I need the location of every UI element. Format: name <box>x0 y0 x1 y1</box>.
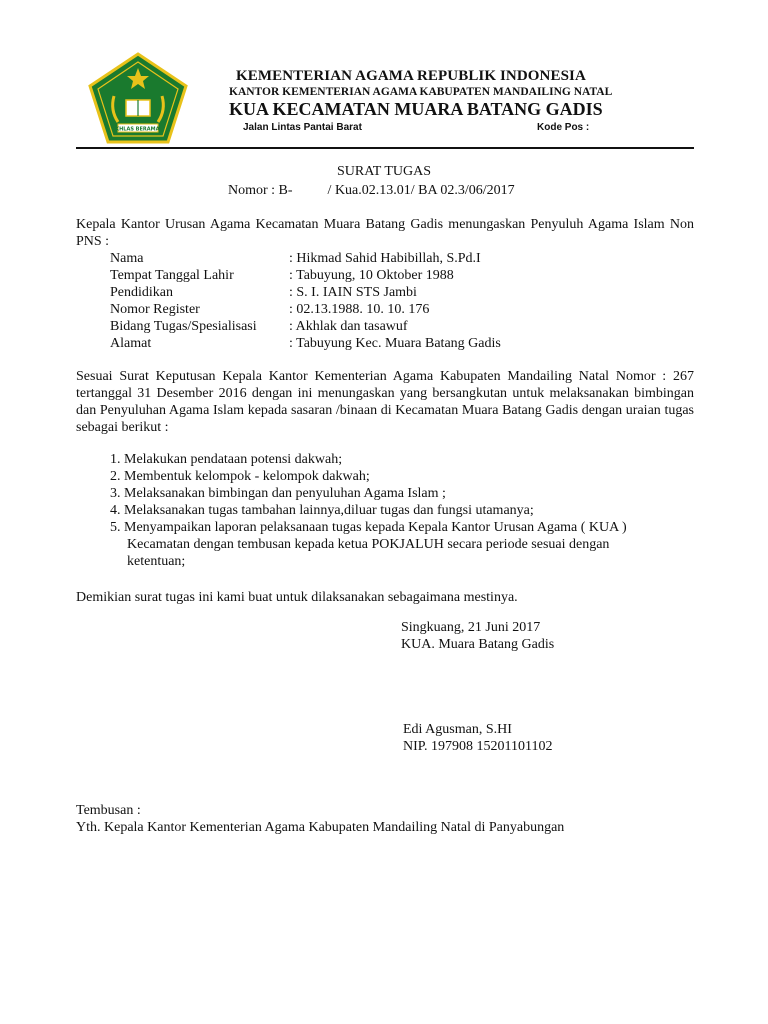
intro-paragraph: Kepala Kantor Urusan Agama Kecamatan Muara Batang Gadis menungaskan Penyuluh Agama Islam Non PNS : <box>76 217 694 249</box>
field-row-nomor-register <box>110 301 501 318</box>
place-date: Singkuang, 21 Juni 2017 <box>401 620 541 635</box>
tembusan-heading: Tembusan : <box>76 803 141 818</box>
assignee-details <box>110 250 501 352</box>
field-value: : Akhlak dan tasawuf <box>289 319 408 334</box>
task-list <box>110 451 694 570</box>
field-row-alamat <box>110 335 501 352</box>
list-item-continuation: ketentuan; <box>127 554 186 569</box>
ministry-name: KEMENTERIAN AGAMA REPUBLIK INDONESIA <box>236 68 586 84</box>
field-label: Nama <box>110 251 144 266</box>
regency-office-name: KANTOR KEMENTERIAN AGAMA KABUPATEN MANDAILING NATAL <box>229 86 613 98</box>
signer-nip: NIP. 197908 15201101102 <box>403 739 553 754</box>
tembusan-recipient: Yth. Kepala Kantor Kementerian Agama Kabupaten Mandailing Natal di Panyabungan <box>76 820 565 835</box>
list-item: 2. Membentuk kelompok - kelompok dakwah; <box>110 469 370 484</box>
signature-block <box>401 619 554 653</box>
tembusan-block <box>76 802 564 836</box>
signing-office: KUA. Muara Batang Gadis <box>401 637 555 652</box>
field-row-ttl <box>110 267 501 284</box>
field-value: : S. I. IAIN STS Jambi <box>289 285 417 300</box>
field-label: Pendidikan <box>110 285 173 300</box>
decree-paragraph: Sesuai Surat Keputusan Kepala Kantor Kementerian Agama Kabupaten Mandailing Natal Nomor : 267 tertanggal 31 Desember 2016 dengan ini menungaskan yang bersangkutan untuk melaksanakan bimbingan dan Penyuluhan Agama Islam kepada sasaran /binaan di Kecamatan Muara Batang Gadis dengan uraian tugas sebagai berikut : <box>76 369 694 435</box>
kua-office-name: KUA KECAMATAN MUARA BATANG GADIS <box>229 99 603 119</box>
field-row-nama <box>110 250 501 267</box>
list-item-continuation: Kecamatan dengan tembusan kepada ketua POKJALUH secara periode sesuai dengan <box>127 537 610 552</box>
field-label: Nomor Register <box>110 302 200 317</box>
field-label: Bidang Tugas/Spesialisasi <box>110 319 257 334</box>
logo-motto: IKHLAS BERAMAL <box>113 126 163 133</box>
signer-block <box>403 721 552 755</box>
kemenag-logo-icon <box>88 52 188 144</box>
field-value: : Tabuyung, 10 Oktober 1988 <box>289 268 454 283</box>
field-row-pendidikan <box>110 284 501 301</box>
field-row-bidang-tugas <box>110 318 501 335</box>
letterhead-divider <box>76 147 694 149</box>
document-title: SURAT TUGAS <box>336 164 431 179</box>
office-address: Jalan Lintas Pantai Barat <box>243 122 362 133</box>
signer-name: Edi Agusman, S.HI <box>403 722 512 737</box>
field-value: : 02.13.1988. 10. 10. 176 <box>289 302 430 317</box>
field-value: : Hikmad Sahid Habibillah, S.Pd.I <box>289 251 481 266</box>
closing-paragraph: Demikian surat tugas ini kami buat untuk dilaksanakan sebagaimana mestinya. <box>76 590 518 605</box>
list-item: 5. Menyampaikan laporan pelaksanaan tugas kepada Kepala Kantor Urusan Agama ( KUA ) <box>110 520 627 535</box>
field-label: Tempat Tanggal Lahir <box>110 268 234 283</box>
field-value: : Tabuyung Kec. Muara Batang Gadis <box>289 336 501 351</box>
list-item: 1. Melakukan pendataan potensi dakwah; <box>110 452 343 467</box>
letter-number: Nomor : B- / Kua.02.13.01/ BA 02.3/06/2017 <box>228 183 515 198</box>
postal-code-label: Kode Pos : <box>537 122 590 133</box>
field-label: Alamat <box>110 336 152 351</box>
list-item: 4. Melaksanakan tugas tambahan lainnya,diluar tugas dan fungsi utamanya; <box>110 503 534 518</box>
list-item: 3. Melaksanakan bimbingan dan penyuluhan Agama Islam ; <box>110 486 446 501</box>
